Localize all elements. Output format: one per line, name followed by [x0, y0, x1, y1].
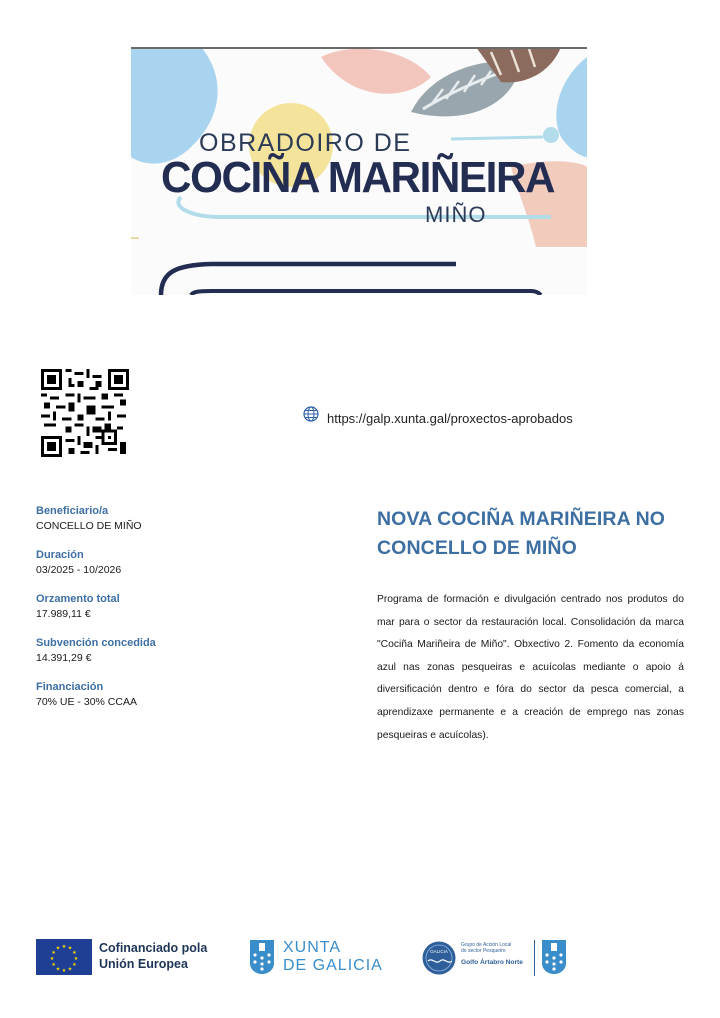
galicia-shield-icon: [541, 939, 567, 975]
svg-text:★: ★: [61, 944, 67, 950]
svg-text:★: ★: [67, 945, 73, 952]
svg-text:★: ★: [49, 956, 55, 962]
galp-name: Golfo Ártabro Norte: [461, 959, 523, 966]
galp-seal-logo: [422, 941, 456, 975]
galp-subtitle-line2: do sector Pesqueiro: [461, 948, 506, 954]
svg-text:★: ★: [51, 950, 56, 956]
banner-title-line2: COCIÑA MARIÑEIRA: [161, 153, 555, 202]
svg-text:★: ★: [73, 956, 79, 962]
svg-text:★: ★: [67, 966, 73, 973]
svg-text:★: ★: [51, 962, 56, 968]
globe-icon: [303, 406, 319, 422]
eu-flag-logo: [36, 939, 92, 975]
svg-text:★: ★: [72, 962, 77, 968]
total-budget-value: 17.989,11 €: [36, 608, 91, 620]
galp-seal-text: GALICIA: [430, 949, 448, 954]
grant-value: 14.391,29 €: [36, 652, 92, 664]
duration-label: Duración: [36, 549, 84, 561]
funding-label: Financiación: [36, 681, 104, 693]
svg-text:★: ★: [72, 950, 77, 956]
svg-text:★: ★: [55, 966, 61, 973]
footer-divider: [534, 940, 535, 976]
eu-stars-icon: [36, 939, 92, 975]
project-description: Programa de formación e divulgación centrado nos produtos do mar para o sector da restauración local. Consolidación da marca "Cociña Mariñeira de Miño". Obxectivo 2. Fomento da economía azul nas zonas pesqueiras e acuícolas mediante o apoio á diversificación dentro e fóra do sector da pesca comercial, a aprendizaxe permanente e a creación de emprego nas zonas pesqueiras e acuícolas).: [377, 594, 684, 741]
xunta-line1: XUNTA: [283, 939, 342, 956]
project-link[interactable]: [303, 401, 573, 426]
banner-title-line1: OBRADOIRO DE: [199, 129, 412, 157]
qr-code[interactable]: [41, 369, 129, 457]
galp-subtitle-line1: Grupo de Acción Local: [461, 942, 512, 948]
eu-cofinanced-line1: Cofinanciado pola: [99, 941, 208, 955]
total-budget-label: Orzamento total: [36, 593, 120, 605]
beneficiary-value: CONCELLO DE MIÑO: [36, 520, 142, 532]
grant-label: Subvención concedida: [36, 637, 156, 649]
xunta-shield-icon: [249, 939, 275, 975]
banner-title-line3: MIÑO: [425, 202, 487, 227]
svg-text:★: ★: [55, 945, 61, 952]
project-url[interactable]: https://galp.xunta.gal/proxectos-aprobados: [327, 411, 573, 426]
duration-value: 03/2025 - 10/2026: [36, 564, 122, 576]
beneficiary-label: Beneficiario/a: [36, 505, 109, 517]
banner-image: [131, 47, 587, 295]
eu-cofinanced-line2: Unión Europea: [99, 957, 188, 971]
svg-text:★: ★: [61, 968, 67, 974]
project-title: NOVA COCIÑA MARIÑEIRA NO CONCELLO DE MIÑO: [377, 508, 666, 559]
funding-value: 70% UE - 30% CCAA: [36, 696, 137, 708]
banner-top-rule: [131, 47, 587, 49]
xunta-line2: DE GALICIA: [283, 957, 383, 974]
